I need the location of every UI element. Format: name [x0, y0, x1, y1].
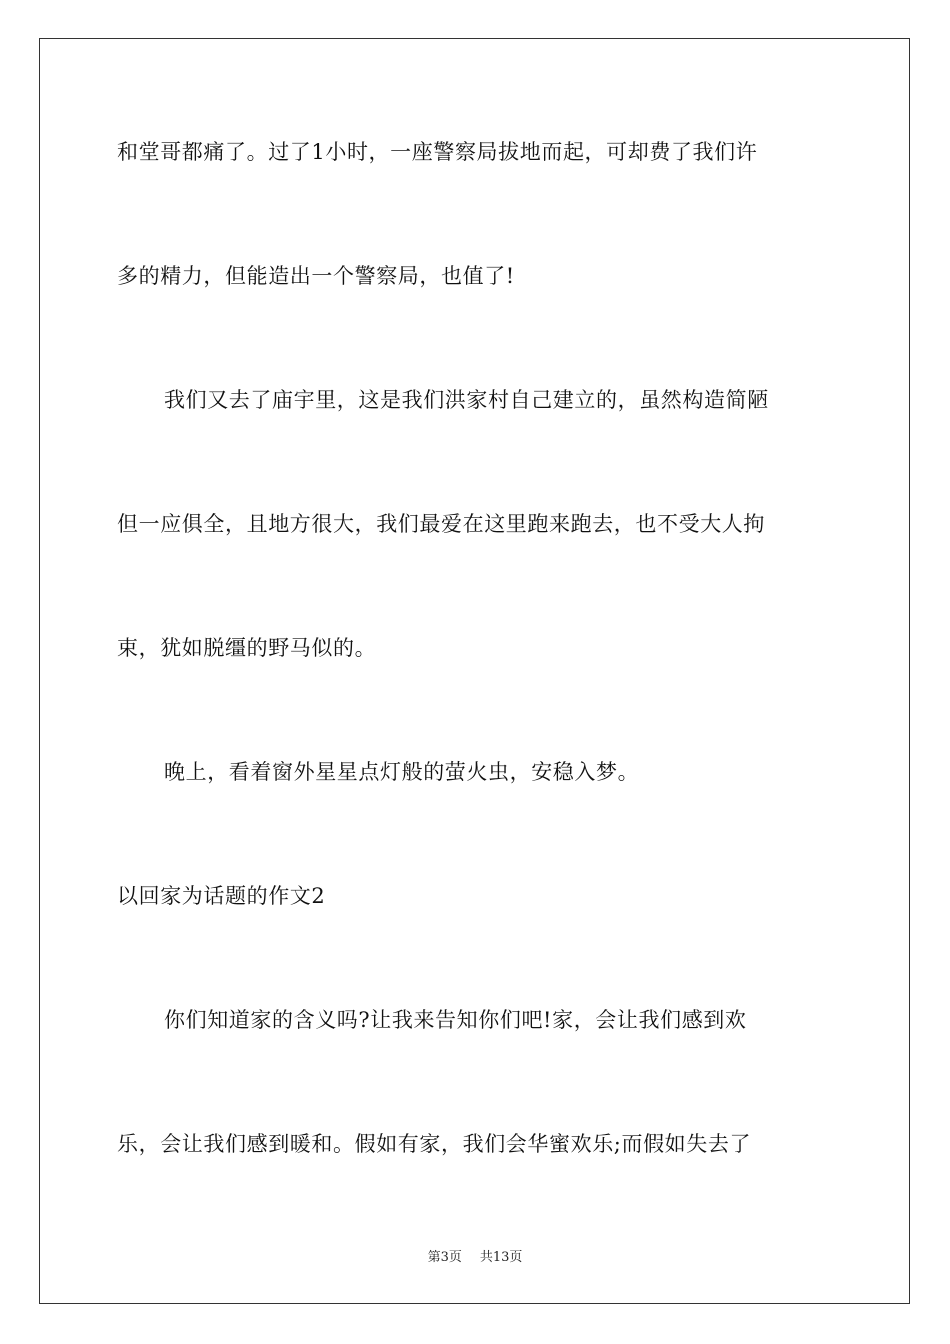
page-border [39, 38, 910, 1304]
paragraph-1-line-2: 多的精力，但能造出一个警察局，也值了! [117, 264, 515, 288]
paragraph-4-line-2: 乐，会让我们感到暖和。假如有家，我们会华蜜欢乐;而假如失去了 [117, 1132, 752, 1156]
paragraph-4-line-1: 你们知道家的含义吗?让我来告知你们吧!家，会让我们感到欢 [164, 1008, 747, 1032]
current-page-number: 第3页 [427, 1250, 462, 1265]
page-footer [0, 1249, 950, 1267]
paragraph-1-line-1: 和堂哥都痛了。过了1小时，一座警察局拔地而起，可却费了我们许 [117, 140, 758, 164]
paragraph-3-line-1: 晚上，看着窗外星星点灯般的萤火虫，安稳入梦。 [164, 760, 640, 784]
paragraph-2-line-1: 我们又去了庙宇里，这是我们洪家村自己建立的，虽然构造简陋 [164, 388, 769, 412]
section-heading: 以回家为话题的作文2 [117, 884, 326, 908]
total-page-count: 共13页 [479, 1250, 523, 1265]
paragraph-2-line-3: 束，犹如脱缰的野马似的。 [117, 636, 377, 660]
paragraph-2-line-2: 但一应俱全，且地方很大，我们最爱在这里跑来跑去，也不受大人拘 [117, 512, 765, 536]
